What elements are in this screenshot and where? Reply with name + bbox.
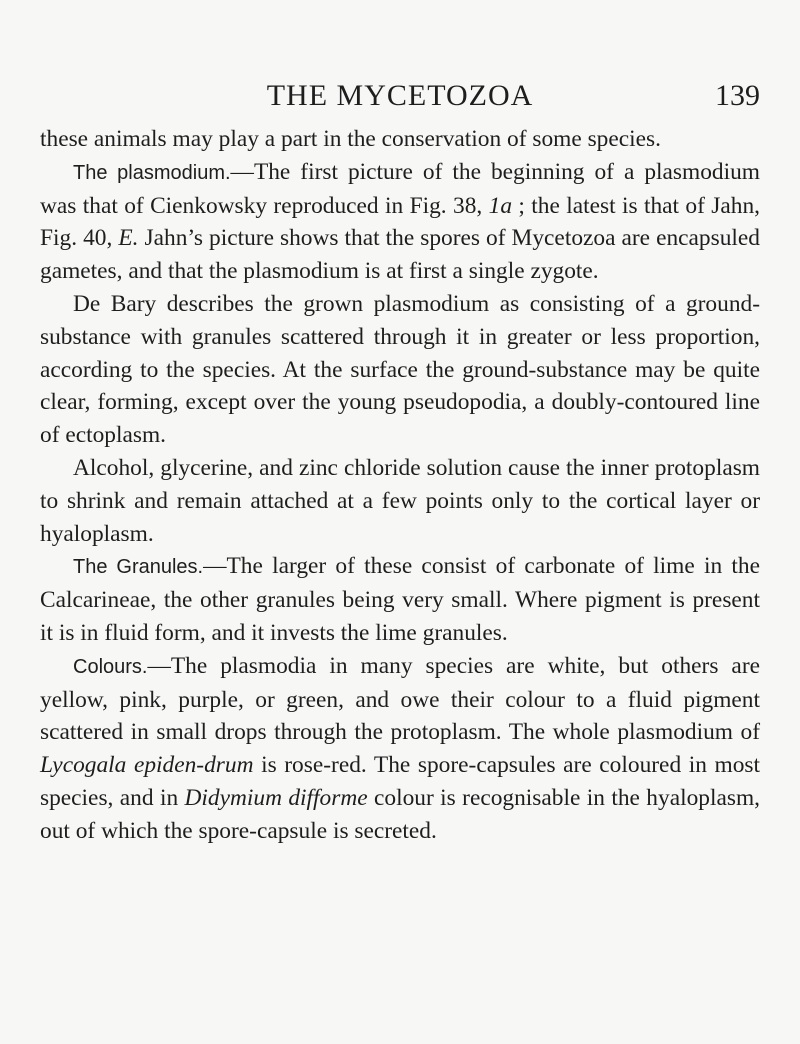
running-head bbox=[40, 76, 760, 116]
figure-reference: E. bbox=[118, 225, 139, 252]
paragraph-colours bbox=[40, 650, 760, 848]
section-heading-plasmodium: The plasmodium. bbox=[73, 161, 231, 184]
species-name: Didymium difforme bbox=[184, 784, 368, 811]
paragraph-plasmodium bbox=[40, 156, 760, 288]
section-heading-granules: The Granules. bbox=[73, 556, 204, 579]
figure-reference: 1a bbox=[488, 192, 513, 219]
running-title: THE MYCETOZOA bbox=[266, 79, 534, 112]
page-number: 139 bbox=[715, 79, 760, 112]
paragraph-text: Jahn’s picture shows that the spores of Mycetozoa are encapsuled gametes, and that the plasmodium is at first a single zygote. bbox=[40, 225, 760, 285]
paragraph-text: —The first picture of the beginning of a plasmodium was that of Cienkowsky reproduced in Fig. 38, bbox=[40, 158, 760, 219]
paragraph-text: is rose-red. The spore-capsules are coloured in most species, and in bbox=[40, 752, 761, 811]
paragraph-granules bbox=[40, 550, 760, 649]
body-text bbox=[40, 123, 760, 848]
paragraph-text: colour is recognisable in the hyaloplasm, out of which the spore-capsule is secreted. bbox=[40, 784, 760, 844]
species-name: Lycogala epiden-drum bbox=[40, 752, 254, 779]
paragraph-text: —The larger of these consist of carbonate of lime in the Calcarineae, the other granules being very small. Where pigment is present it is in fluid form, and it invests the lime granules. bbox=[40, 553, 760, 646]
section-heading-colours: Colours. bbox=[73, 655, 148, 678]
paragraph-text: —The plasmodia in many species are white, but others are yellow, pink, purple, or green, and owe their colour to a fluid pigment scattered in small drops through the protoplasm. The whole plasmodium of bbox=[40, 652, 760, 746]
paragraph-de-bary: De Bary describes the grown plasmodium as consisting of a ground-substance with granules scattered through it in greater or less proportion, according to the species. At the surface the ground-substance may be quite clear, forming, except over the young pseudopodia, a doubly-contoured line of ectoplasm. bbox=[40, 290, 760, 449]
paragraph-alcohol: Alcohol, glycerine, and zinc chloride solution cause the inner protoplasm to shrink and remain attached at a few points only to the cortical layer or hyaloplasm. bbox=[40, 454, 760, 547]
paragraph-text: ; the latest is that of Jahn, Fig. 40, bbox=[40, 192, 760, 252]
paragraph-continuation: these animals may play a part in the conservation of some species. bbox=[40, 126, 661, 152]
